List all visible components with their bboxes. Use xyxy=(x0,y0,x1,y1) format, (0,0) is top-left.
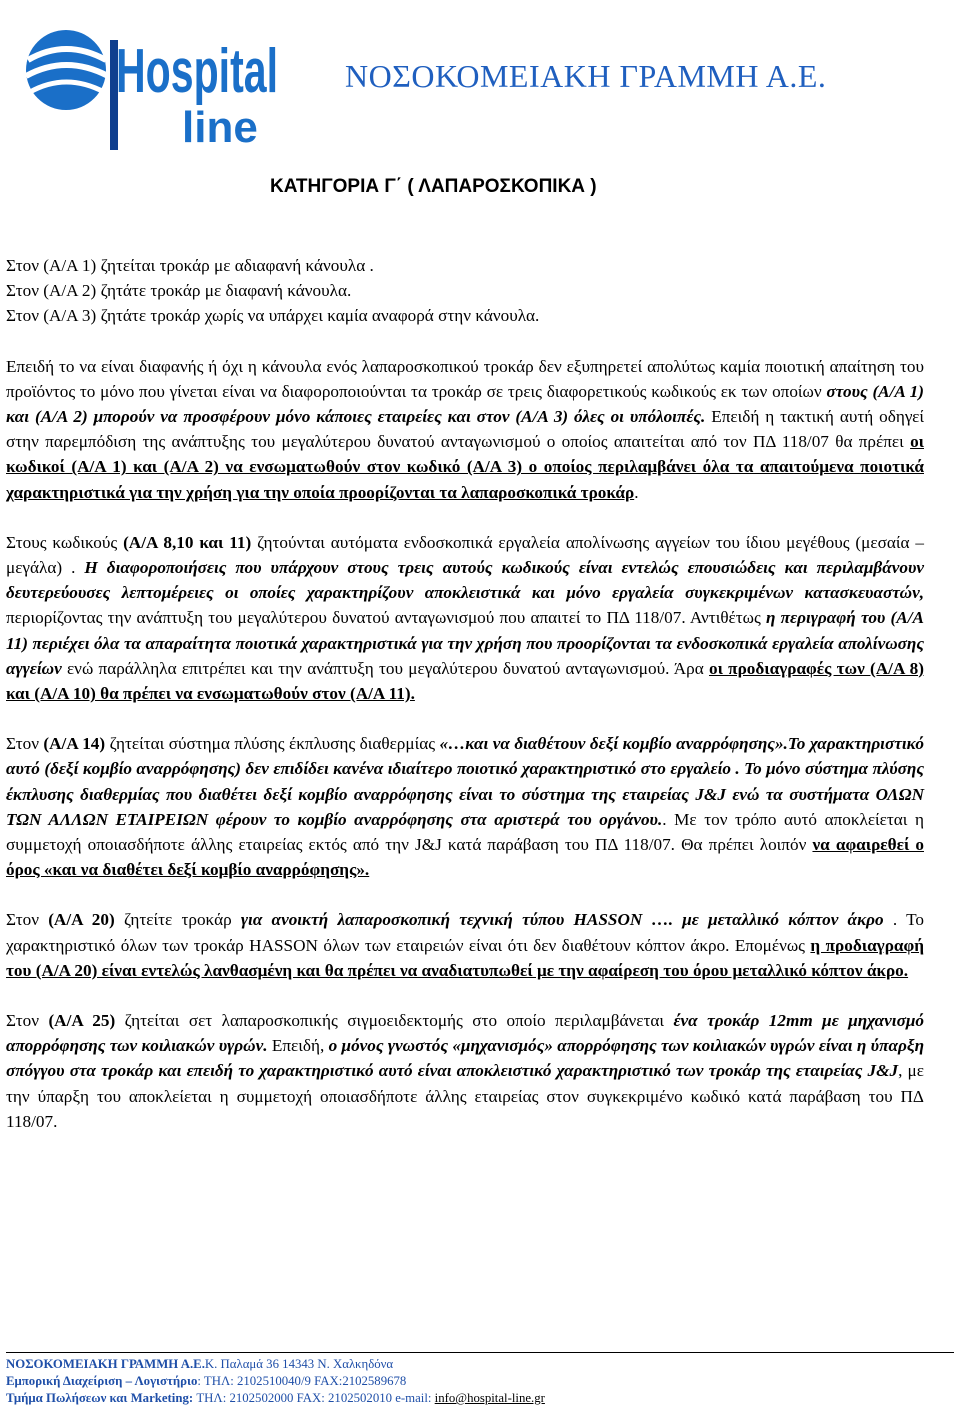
logo-brand-text: Hospital xyxy=(116,37,278,106)
paragraph-2: Στους κωδικούς (Α/Α 8,10 και 11) ζητούνται αυτόματα ενδοσκοπικά εργαλεία απολίνωσης αγγείων του ίδιου μεγέθους (μεσαία –μεγάλα) . Η διαφοροποιήσεις που υπάρχουν στους τρεις αυτούς κωδικούς είναι εντελώς επουσιώδεις και περιλαμβάνουν δευτερεύουσες λεπτομέρειες οι οποίες χαρακτηρίζουν αποκλειστικά και μόνο εργαλεία συγκεκριμένων κατασκευαστών, περιορίζοντας την ανάπτυξη του μεγαλύτερου δυνατού ανταγωνισμού που απαιτεί το ΠΔ 118/07. Αντιθέτως η περιγραφή του (Α/Α 11) περιέχει όλα τα απαραίτητα ποιοτικά χαρακτηριστικά για την χρήση που προορίζονται τα ενδοσκοπικά εργαλεία απολίνωσης αγγείων ενώ παράλληλα επιτρέπει και την ανάπτυξη του μεγαλύτερου δυνατού ανταγωνισμού. Άρα οι προδιαγραφές των (Α/Α 8) και (Α/Α 10) θα πρέπει να ενσωματωθούν στον (Α/Α 11). xyxy=(6,532,924,704)
footer-line-1: ΝΟΣΟΚΟΜΕΙΑΚΗ ΓΡΑΜΜΗ Α.Ε.Κ. Παλαμά 36 14343 Ν. Χαλκηδόνα xyxy=(6,1357,394,1371)
intro-line: Στον (Α/Α 2) ζητάτε τροκάρ με διαφανή κάνουλα. xyxy=(6,281,352,301)
sphere-logo-icon xyxy=(26,30,108,110)
footer-divider xyxy=(6,1352,954,1353)
footer-line-3: Τμήμα Πωλήσεων και Marketing: ΤΗΛ: 2102502000 FAX: 2102502010 e-mail: info@hospital-line.gr xyxy=(6,1391,545,1405)
footer-line-2: Εμπορική Διαχείριση – Λογιστήριο: ΤΗΛ: 2102510040/9 FAX:2102589678 xyxy=(6,1374,407,1388)
intro-line: Στον (Α/Α 3) ζητάτε τροκάρ χωρίς να υπάρχει καμία αναφορά στην κάνουλα. xyxy=(6,306,540,326)
email-link[interactable]: info@hospital-line.gr xyxy=(434,1391,545,1405)
paragraph-4: Στον (Α/Α 20) ζητείτε τροκάρ για ανοικτή λαπαροσκοπική τεχνική τύπου HASSON …. με μεταλλικό κόπτον άκρο . Το χαρακτηριστικό όλων των τροκάρ HASSON όλων των εταιρειών είναι ότι δεν διαθέτουν κόπτον άκρο. Επομένως η προδιαγραφή του (Α/Α 20) είναι εντελώς λανθασμένη και θα πρέπει να αναδιατυπωθεί με την αφαίρεση του όρου μεταλλικό κόπτον άκρο. xyxy=(6,910,924,980)
intro-lines xyxy=(6,253,924,329)
logo-sub-text: line xyxy=(182,103,258,152)
paragraph-5: Στον (Α/Α 25) ζητείται σετ λαπαροσκοπικής σιγμοειδεκτομής στο οποίο περιλαμβάνεται ένα τροκάρ 12mm με μηχανισμό απορρόφησης των κοιλιακών υγρών. Επειδή, ο μόνος γνωστός «μηχανισμός» απορρόφησης των κοιλιακών υγρών είναι η ύπαρξη σπόγγου στα τροκάρ και επειδή το χαρακτηριστικό αυτό είναι αποκλειστικό χαρακτηριστικό των τροκάρ της εταιρείας J&J, με την ύπαρξη του αποκλείεται η συμμετοχή οποιασδήποτε άλλης εταιρείας στον συγκεκριμένο κωδικό κατά παράβαση του ΠΔ 118/07. xyxy=(6,1011,925,1131)
footer xyxy=(6,1356,545,1407)
category-heading: ΚΑΤΗΓΟΡΙΑ Γ΄ ( ΛΑΠΑΡΟΣΚΟΠΙΚΑ ) xyxy=(270,176,597,197)
intro-line: Στον (Α/Α 1) ζητείται τροκάρ με αδιαφανή κάνουλα . xyxy=(6,256,374,275)
company-title: ΝΟΣΟΚΟΜΕΙΑΚΗ ΓΡΑΜΜΗ Α.Ε. xyxy=(345,58,827,94)
document-body xyxy=(6,253,924,1134)
paragraph-3: Στον (Α/Α 14) ζητείται σύστημα πλύσης έκπλυσης διαθερμίας «…και να διαθέτουν δεξί κομβίο αναρρόφησης».Το χαρακτηριστικό αυτό (δεξί κομβίο αναρρόφησης) δεν επιδίδει κανένα ιδιαίτερο ποιοτικό χαρακτηριστικό στο εργαλείο . Το μόνο σύστημα πλύσης έκπλυσης διαθερμίας που διαθέτει δεξί κομβίο αναρρόφησης είναι το σύστημα της εταιρείας J&J ενώ τα συστήματα ΟΛΩΝ ΤΩΝ ΑΛΛΩΝ ΕΤΑΙΡΕΙΩΝ φέρουν το κομβίο αναρρόφησης στα αριστερά του οργάνου.. Με τον τρόπο αυτό αποκλείεται η συμμετοχή οποιασδήποτε άλλης εταιρείας εκτός από την J&J κατά παράβαση του ΠΔ 118/07. Θα πρέπει λοιπόν να αφαιρεθεί ο όρος «και να διαθέτει δεξί κομβίο αναρρόφησης». xyxy=(6,734,924,880)
company-logo xyxy=(14,10,284,150)
paragraph-1: Επειδή το να είναι διαφανής ή όχι η κάνουλα ενός λαπαροσκοπικού τροκάρ δεν εξυπηρετεί απολύτως καμία ποιοτική απαίτηση του προϊόντος το μόνο που γίνεται είναι να διαφοροποιούνται τα τροκάρ σε τρεις διαφορετικούς κωδικούς εκ των οποίων στους (Α/Α 1) και (Α/Α 2) μπορούν να προσφέρουν μόνο κάποιες εταιρείες και στον (Α/Α 3) όλες οι υπόλοιπές. Επειδή η τακτική αυτή οδηγεί στην παρεμπόδιση της ανάπτυξης του μεγαλύτερου δυνατού ανταγωνισμού ο οποίος απαιτείται από τον ΠΔ 118/07 θα πρέπει οι κωδικοί (Α/Α 1) και (Α/Α 2) να ενσωματωθούν στον κωδικό (Α/Α 3) ο οποίος περιλαμβάνει όλα τα απαιτούμενα ποιοτικά χαρακτηριστικά για την χρήση για την οποία προορίζονται τα λαπαροσκοπικά τροκάρ. xyxy=(6,356,924,502)
